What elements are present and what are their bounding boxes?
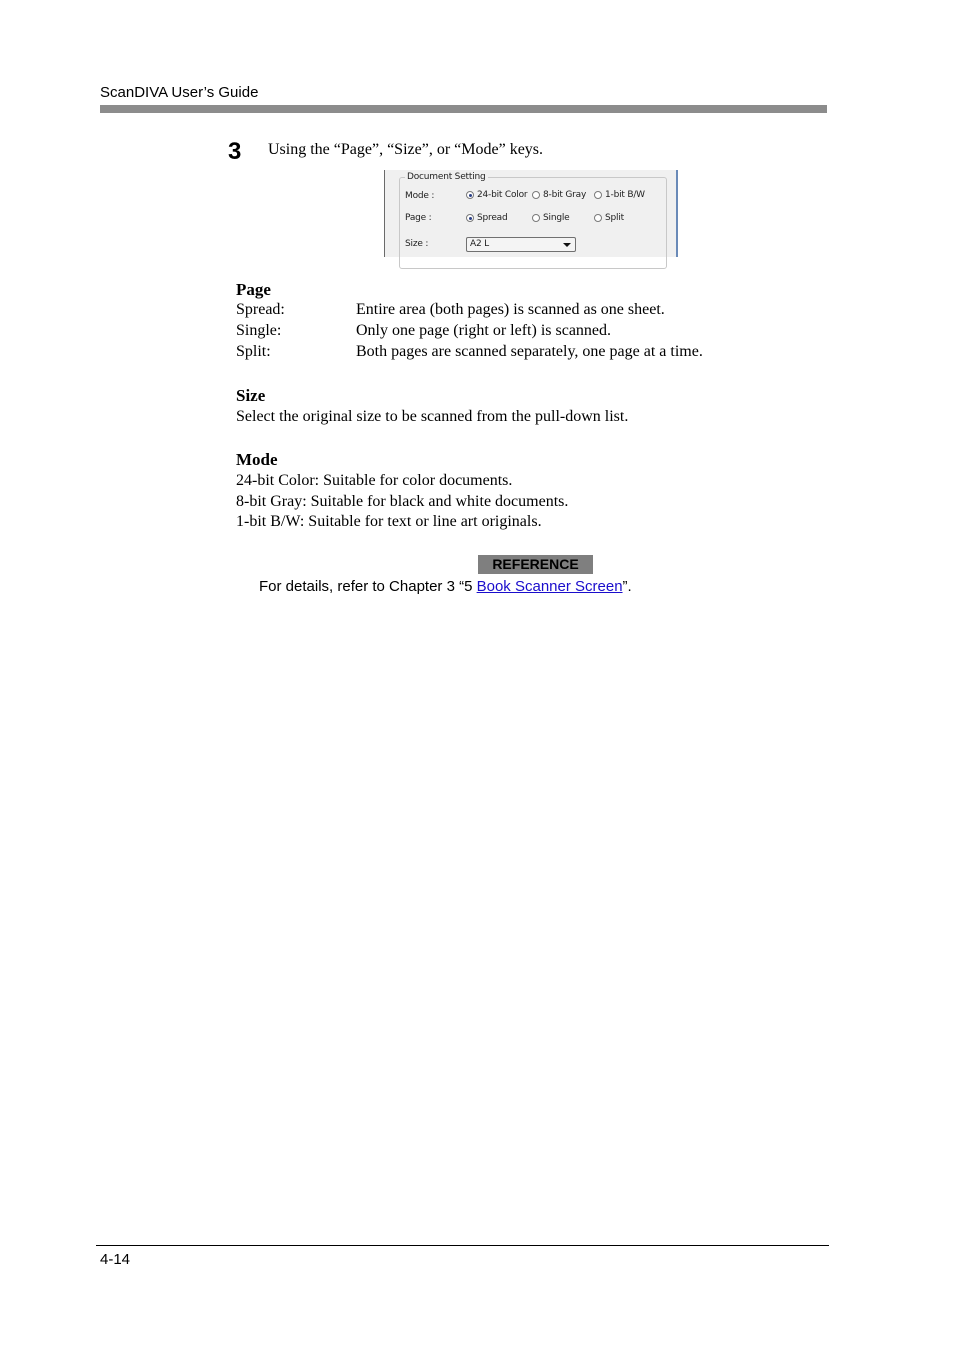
radio-label: 1-bit B/W <box>605 190 645 200</box>
radio-unselected-icon <box>594 214 602 222</box>
radio-selected-icon <box>466 191 474 199</box>
definition-desc: Entire area (both pages) is scanned as one sheet. <box>356 301 665 318</box>
page-radio-spread[interactable] <box>466 213 508 223</box>
step-number: 3 <box>228 138 242 165</box>
definition-desc: Only one page (right or left) is scanned. <box>356 322 612 339</box>
mode-radio-24bit[interactable] <box>466 190 527 200</box>
definition-term: Spread: <box>236 301 285 318</box>
radio-selected-icon <box>466 214 474 222</box>
size-description: Select the original size to be scanned from the pull-down list. <box>236 408 629 425</box>
definition-term: Single: <box>236 322 282 339</box>
radio-label: 24-bit Color <box>477 190 528 200</box>
mode-label: Mode : <box>405 191 435 201</box>
reference-prefix: For details, refer to Chapter 3 “5 <box>259 578 477 595</box>
radio-label: Single <box>543 213 570 223</box>
radio-unselected-icon <box>594 191 602 199</box>
radio-label: 8-bit Gray <box>543 190 587 200</box>
page-heading: Page <box>236 280 271 299</box>
reference-badge: REFERENCE <box>478 555 593 574</box>
step-instruction: Using the “Page”, “Size”, or “Mode” keys. <box>268 141 544 158</box>
header-rule <box>100 105 827 113</box>
footer-rule <box>96 1245 829 1246</box>
mode-line: 8-bit Gray: Suitable for black and white documents. <box>236 493 569 510</box>
radio-label: Spread <box>477 213 508 223</box>
document-setting-dialog <box>384 170 678 257</box>
mode-line: 1-bit B/W: Suitable for text or line art originals. <box>236 513 542 530</box>
size-label: Size : <box>405 239 429 249</box>
size-dropdown[interactable] <box>466 237 576 252</box>
book-scanner-screen-link[interactable]: Book Scanner Screen <box>476 578 623 595</box>
page-number: 4-14 <box>100 1251 131 1268</box>
chevron-down-icon <box>563 243 571 247</box>
size-heading: Size <box>236 386 266 405</box>
page-radio-single[interactable] <box>532 213 569 223</box>
radio-label: Split <box>605 213 624 223</box>
mode-line: 24-bit Color: Suitable for color documents. <box>236 472 513 489</box>
size-dropdown-value: A2 L <box>470 239 489 249</box>
reference-suffix: ”. <box>622 578 632 595</box>
mode-radio-8bit[interactable] <box>532 190 586 200</box>
page-radio-split[interactable] <box>594 213 624 223</box>
definition-desc: Both pages are scanned separately, one page at a time. <box>356 343 703 360</box>
reference-text <box>259 578 632 595</box>
mode-heading: Mode <box>236 450 278 469</box>
radio-unselected-icon <box>532 191 540 199</box>
radio-unselected-icon <box>532 214 540 222</box>
document-header-title: ScanDIVA User’s Guide <box>100 84 259 101</box>
page-label: Page : <box>405 213 432 223</box>
group-label: Document Setting <box>407 172 486 182</box>
mode-radio-1bit[interactable] <box>594 190 645 200</box>
definition-term: Split: <box>236 343 271 360</box>
